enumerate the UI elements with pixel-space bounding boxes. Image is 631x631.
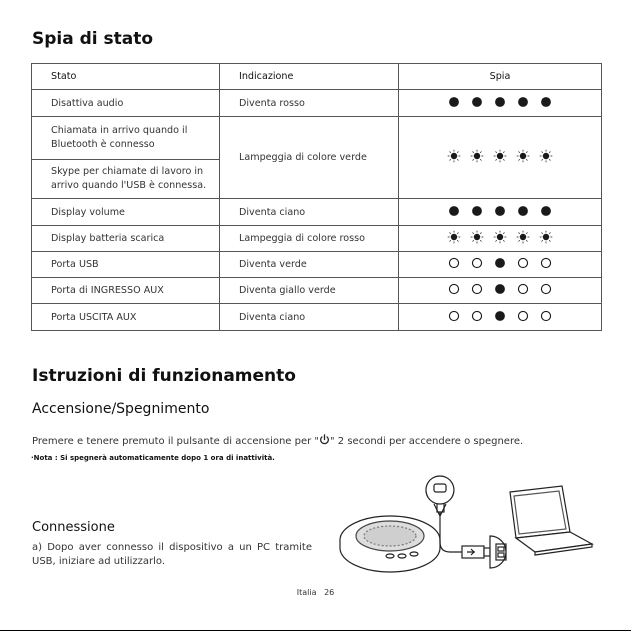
power-subtitle: Accensione/Spegnimento — [32, 401, 210, 417]
led-on-icon — [447, 95, 461, 109]
status-table — [31, 63, 602, 331]
indicazione-cell: Diventa ciano — [220, 199, 399, 226]
stato-cell: Chiamata in arrivo quando il Bluetooth è connesso — [32, 117, 220, 160]
connection-line-2: USB, iniziare ad utilizzarlo. — [32, 556, 166, 567]
led-on-icon — [447, 204, 461, 218]
indicazione-cell: Diventa verde — [220, 252, 399, 278]
led-on-icon — [493, 95, 507, 109]
spia-cell — [399, 304, 602, 331]
led-blink-icon — [447, 149, 461, 163]
table-row — [32, 199, 602, 226]
led-on-icon — [539, 95, 553, 109]
table-header-row — [32, 64, 602, 90]
led-off-icon — [447, 256, 461, 270]
connection-line-1: a) Dopo aver connesso il dispositivo a un PC tramite — [32, 542, 312, 553]
spia-cell — [399, 226, 602, 252]
led-blink-icon — [539, 149, 553, 163]
stato-cell: Disattiva audio — [32, 90, 220, 117]
led-on-icon — [493, 256, 507, 270]
indicazione-cell: Lampeggia di colore verde — [220, 117, 399, 199]
led-row — [447, 282, 553, 296]
spia-cell — [399, 90, 602, 117]
led-off-icon — [539, 256, 553, 270]
header-spia: Spia — [399, 64, 602, 90]
usb-cable — [437, 500, 490, 558]
led-row — [447, 95, 553, 109]
stato-cell: Porta USB — [32, 252, 220, 278]
table-row — [32, 117, 602, 160]
led-row — [447, 204, 553, 218]
led-row — [447, 230, 553, 244]
table-row — [32, 252, 602, 278]
connection-illustration — [330, 472, 600, 582]
table-row — [32, 278, 602, 304]
header-indicazione: Indicazione — [220, 64, 399, 90]
instructions-title: Istruzioni di funzionamento — [32, 366, 296, 386]
table-row — [32, 90, 602, 117]
table-row — [32, 304, 602, 331]
power-instruction: Premere e tenere premuto il pulsante di accensione per " " 2 secondi per accendere o spegnere. — [32, 436, 524, 447]
led-off-icon — [470, 282, 484, 296]
led-off-icon — [516, 256, 530, 270]
led-on-icon — [516, 204, 530, 218]
header-stato: Stato — [32, 64, 220, 90]
stato-cell: Display volume — [32, 199, 220, 226]
led-blink-icon — [493, 230, 507, 244]
led-on-icon — [493, 309, 507, 323]
led-on-icon — [470, 95, 484, 109]
stato-cell: Porta USCITA AUX — [32, 304, 220, 331]
led-blink-icon — [539, 230, 553, 244]
led-row — [447, 149, 553, 163]
table-row — [32, 226, 602, 252]
led-blink-icon — [516, 149, 530, 163]
led-off-icon — [470, 309, 484, 323]
spia-cell — [399, 252, 602, 278]
indicazione-cell: Diventa ciano — [220, 304, 399, 331]
led-blink-icon — [470, 149, 484, 163]
led-off-icon — [447, 282, 461, 296]
indicazione-cell: Diventa giallo verde — [220, 278, 399, 304]
indicazione-cell: Lampeggia di colore rosso — [220, 226, 399, 252]
speaker-device — [340, 516, 440, 572]
led-off-icon — [447, 309, 461, 323]
power-icon — [319, 434, 330, 445]
led-on-icon — [493, 204, 507, 218]
led-row — [447, 309, 553, 323]
page-number: Italia 26 — [296, 588, 335, 597]
led-blink-icon — [470, 230, 484, 244]
led-blink-icon — [516, 230, 530, 244]
connection-subtitle: Connessione — [32, 520, 115, 535]
led-blink-icon — [493, 149, 507, 163]
led-off-icon — [539, 282, 553, 296]
led-on-icon — [470, 204, 484, 218]
led-off-icon — [470, 256, 484, 270]
spia-cell — [399, 199, 602, 226]
led-on-icon — [516, 95, 530, 109]
power-note: ·Nota : Si spegnerà automaticamente dopo 1 ora di inattività. — [31, 454, 275, 462]
led-on-icon — [539, 204, 553, 218]
stato-cell: Porta di INGRESSO AUX — [32, 278, 220, 304]
status-title: Spia di stato — [32, 29, 154, 49]
led-off-icon — [516, 282, 530, 296]
stato-cell: Skype per chiamate di lavoro in arrivo quando l'USB è connessa. — [32, 160, 220, 199]
led-off-icon — [516, 309, 530, 323]
led-row — [447, 256, 553, 270]
led-blink-icon — [447, 230, 461, 244]
led-off-icon — [539, 309, 553, 323]
stato-cell: Display batteria scarica — [32, 226, 220, 252]
spia-cell — [399, 278, 602, 304]
spia-cell — [399, 117, 602, 199]
laptop-icon — [510, 486, 592, 555]
led-on-icon — [493, 282, 507, 296]
indicazione-cell: Diventa rosso — [220, 90, 399, 117]
